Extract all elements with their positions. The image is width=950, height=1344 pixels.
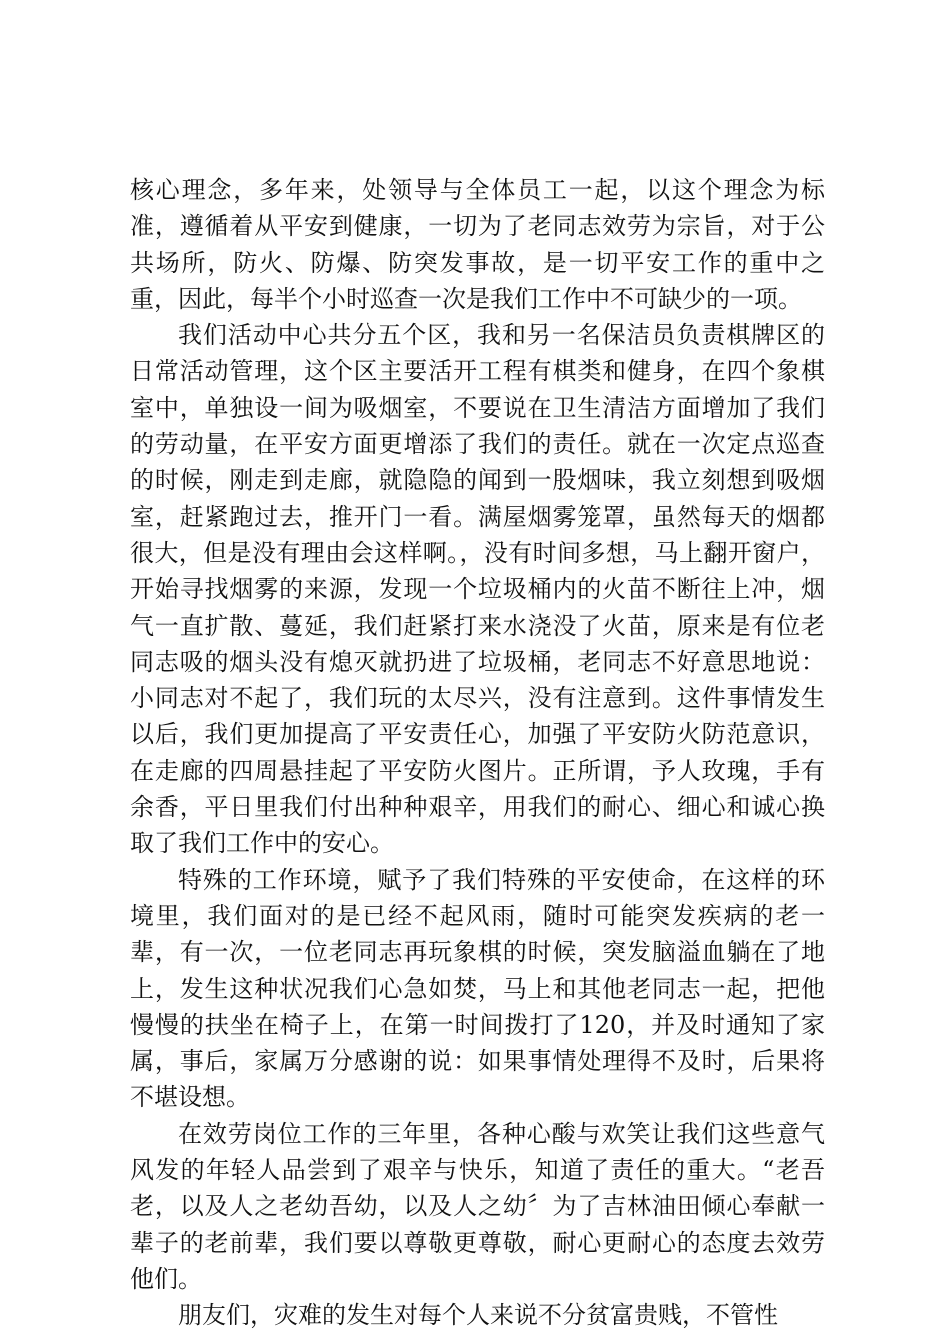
paragraph-5: 朋友们，灾难的发生对每个人来说不分贫富贵贱，不管性 xyxy=(178,1301,778,1330)
paragraph-2: 我们活动中心共分五个区，我和另一名保洁员负责棋牌区的日常活动管理，这个区主要活开工程有棋类和健身，在四个象棋室中，单独设一间为吸烟室，不要说在卫生清洁方面增加了我们的劳动量，在平安方面更增添了我们的责任。就在一次定点巡查的时候，刚走到走廊，就隐隐的闻到一股烟味，我立刻想到吸烟室，赶紧跑过去，推开门一看。满屋烟雾笼罩，虽然每天的烟都很大，但是没有理由会这样啊。，没有时间多想，马上翻开窗户，开始寻找烟雾的来源，发现一个垃圾桶内的火苗不断往上冲，烟气一直扩散、蔓延，我们赶紧打来水浇没了火苗，原来是有位老同志吸的烟头没有熄灭就扔进了垃圾桶，老同志不好意思地说：小同志对不起了，我们玩的太尽兴，没有注意到。这件事情发生以后，我们更加提高了平安责任心，加强了平安防火防范意识，在走廊的四周悬挂起了平安防火图片。正所谓，予人玫瑰，手有余香，平日里我们付出种种艰辛，用我们的耐心、细心和诚心换取了我们工作中的安心。 xyxy=(130,321,825,858)
paragraph-1: 核心理念，多年来，处领导与全体员工一起，以这个理念为标准，遵循着从平安到健康，一切为了老同志效劳为宗旨，对于公共场所，防火、防爆、防突发事故，是一切平安工作的重中之重，因此，每半个小时巡查一次是我们工作中不可缺少的一项。 xyxy=(130,176,825,313)
paragraph-4: 在效劳岗位工作的三年里，各种心酸与欢笑让我们这些意气风发的年轻人品尝到了艰辛与快乐，知道了责任的重大。“老吾老，以及人之老幼吾幼，以及人之幼〞为了吉林油田倾心奉献一辈子的老前辈，我们要以尊敬更尊敬，耐心更耐心的态度去效劳他们。 xyxy=(130,1119,825,1293)
document-body xyxy=(130,172,825,1334)
paragraph-3: 特殊的工作环境，赋予了我们特殊的平安使命，在这样的环境里，我们面对的是已经不起风雨，随时可能突发疾病的老一辈，有一次，一位老同志再玩象棋的时候，突发脑溢血躺在了地上，发生这种状况我们心急如焚，马上和其他老同志一起，把他慢慢的扶坐在椅子上，在第一时间拨打了120，并及时通知了家属，事后，家属万分感谢的说：如果事情处理得不及时，后果将不堪设想。 xyxy=(130,865,825,1112)
